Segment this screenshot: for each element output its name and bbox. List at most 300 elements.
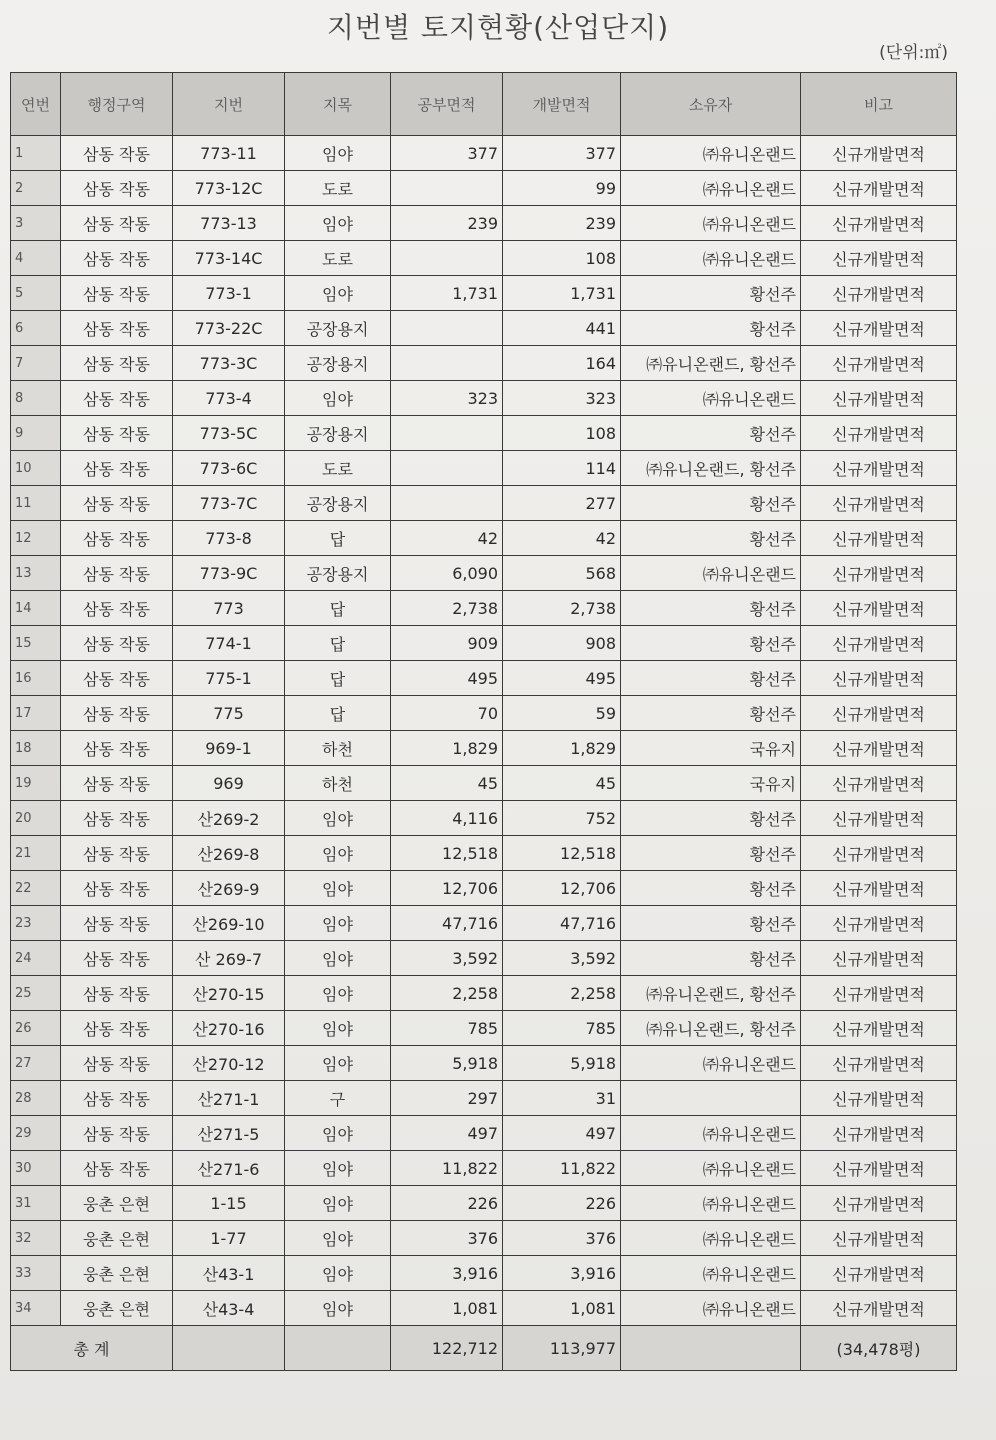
dev-area-cell: 12,518	[503, 836, 621, 871]
table-row	[11, 556, 957, 591]
owner-cell: 황선주	[621, 416, 801, 451]
row-no: 3	[11, 206, 61, 241]
note-cell: 신규개발면적	[801, 521, 957, 556]
note-cell: 신규개발면적	[801, 941, 957, 976]
category-cell: 공장용지	[285, 311, 391, 346]
district-cell: 삼동 작동	[61, 206, 173, 241]
table-row	[11, 801, 957, 836]
lot-cell: 773-4	[173, 381, 285, 416]
total-empty-lot	[173, 1326, 285, 1371]
category-cell: 임야	[285, 136, 391, 171]
row-no: 2	[11, 171, 61, 206]
owner-cell: ㈜유니온랜드	[621, 1151, 801, 1186]
registry-area-cell: 11,822	[391, 1151, 503, 1186]
registry-area-cell	[391, 171, 503, 206]
dev-area-cell: 376	[503, 1221, 621, 1256]
category-cell: 도로	[285, 241, 391, 276]
table-row	[11, 451, 957, 486]
dev-area-cell: 45	[503, 766, 621, 801]
registry-area-cell: 226	[391, 1186, 503, 1221]
header-dev-area: 개발면적	[503, 73, 621, 136]
registry-area-cell: 2,738	[391, 591, 503, 626]
registry-area-cell: 45	[391, 766, 503, 801]
district-cell: 삼동 작동	[61, 941, 173, 976]
table-row	[11, 731, 957, 766]
header-owner: 소유자	[621, 73, 801, 136]
dev-area-cell: 1,731	[503, 276, 621, 311]
lot-cell: 산269-2	[173, 801, 285, 836]
registry-area-cell	[391, 346, 503, 381]
row-no: 22	[11, 871, 61, 906]
category-cell: 하천	[285, 766, 391, 801]
table-header-row	[11, 73, 957, 136]
category-cell: 임야	[285, 976, 391, 1011]
note-cell: 신규개발면적	[801, 1291, 957, 1326]
dev-area-cell: 5,918	[503, 1046, 621, 1081]
owner-cell: ㈜유니온랜드	[621, 171, 801, 206]
row-no: 11	[11, 486, 61, 521]
table-row	[11, 1151, 957, 1186]
registry-area-cell	[391, 311, 503, 346]
dev-area-cell: 785	[503, 1011, 621, 1046]
row-no: 27	[11, 1046, 61, 1081]
note-cell: 신규개발면적	[801, 1046, 957, 1081]
dev-area-cell: 495	[503, 661, 621, 696]
district-cell: 삼동 작동	[61, 346, 173, 381]
lot-cell: 969-1	[173, 731, 285, 766]
row-no: 20	[11, 801, 61, 836]
owner-cell: ㈜유니온랜드, 황선주	[621, 451, 801, 486]
note-cell: 신규개발면적	[801, 1116, 957, 1151]
category-cell: 공장용지	[285, 346, 391, 381]
district-cell: 삼동 작동	[61, 906, 173, 941]
category-cell: 임야	[285, 1116, 391, 1151]
row-no: 21	[11, 836, 61, 871]
note-cell: 신규개발면적	[801, 241, 957, 276]
category-cell: 임야	[285, 941, 391, 976]
category-cell: 도로	[285, 171, 391, 206]
category-cell: 임야	[285, 381, 391, 416]
owner-cell: 황선주	[621, 871, 801, 906]
registry-area-cell	[391, 416, 503, 451]
dev-area-cell: 42	[503, 521, 621, 556]
table-row	[11, 696, 957, 731]
table-row	[11, 1186, 957, 1221]
note-cell: 신규개발면적	[801, 276, 957, 311]
owner-cell: 황선주	[621, 801, 801, 836]
owner-cell: 황선주	[621, 906, 801, 941]
dev-area-cell: 47,716	[503, 906, 621, 941]
registry-area-cell: 1,081	[391, 1291, 503, 1326]
owner-cell: 황선주	[621, 696, 801, 731]
district-cell: 삼동 작동	[61, 871, 173, 906]
dev-area-cell: 752	[503, 801, 621, 836]
lot-cell: 산269-9	[173, 871, 285, 906]
lot-cell: 773-22C	[173, 311, 285, 346]
table-row	[11, 381, 957, 416]
table-row	[11, 346, 957, 381]
dev-area-cell: 3,916	[503, 1256, 621, 1291]
total-empty-owner	[621, 1326, 801, 1371]
lot-cell: 774-1	[173, 626, 285, 661]
header-registry-area: 공부면적	[391, 73, 503, 136]
row-no: 30	[11, 1151, 61, 1186]
district-cell: 삼동 작동	[61, 1011, 173, 1046]
note-cell: 신규개발면적	[801, 1221, 957, 1256]
table-row	[11, 416, 957, 451]
note-cell: 신규개발면적	[801, 731, 957, 766]
owner-cell: 황선주	[621, 591, 801, 626]
table-row	[11, 1256, 957, 1291]
category-cell: 공장용지	[285, 556, 391, 591]
category-cell: 임야	[285, 1186, 391, 1221]
owner-cell: 황선주	[621, 486, 801, 521]
header-no: 연번	[11, 73, 61, 136]
row-no: 34	[11, 1291, 61, 1326]
table-row	[11, 871, 957, 906]
district-cell: 삼동 작동	[61, 1151, 173, 1186]
category-cell: 답	[285, 626, 391, 661]
unit-label: (단위:㎡)	[879, 43, 948, 63]
row-no: 13	[11, 556, 61, 591]
registry-area-cell: 70	[391, 696, 503, 731]
owner-cell: ㈜유니온랜드	[621, 1186, 801, 1221]
row-no: 23	[11, 906, 61, 941]
dev-area-cell: 31	[503, 1081, 621, 1116]
category-cell: 임야	[285, 836, 391, 871]
row-no: 16	[11, 661, 61, 696]
district-cell: 웅촌 은현	[61, 1186, 173, 1221]
registry-area-cell: 239	[391, 206, 503, 241]
table-row	[11, 136, 957, 171]
dev-area-cell: 2,258	[503, 976, 621, 1011]
row-no: 18	[11, 731, 61, 766]
table-row	[11, 276, 957, 311]
dev-area-cell: 99	[503, 171, 621, 206]
land-table	[10, 72, 957, 1371]
note-cell: 신규개발면적	[801, 486, 957, 521]
owner-cell: 황선주	[621, 521, 801, 556]
district-cell: 삼동 작동	[61, 836, 173, 871]
header-note: 비고	[801, 73, 957, 136]
table-row	[11, 311, 957, 346]
registry-area-cell	[391, 451, 503, 486]
category-cell: 답	[285, 521, 391, 556]
note-cell: 신규개발면적	[801, 696, 957, 731]
lot-cell: 773-6C	[173, 451, 285, 486]
registry-area-cell: 909	[391, 626, 503, 661]
registry-area-cell: 5,918	[391, 1046, 503, 1081]
district-cell: 삼동 작동	[61, 486, 173, 521]
district-cell: 삼동 작동	[61, 696, 173, 731]
dev-area-cell: 377	[503, 136, 621, 171]
owner-cell: ㈜유니온랜드	[621, 1116, 801, 1151]
owner-cell: 황선주	[621, 276, 801, 311]
category-cell: 임야	[285, 1046, 391, 1081]
total-note: (34,478평)	[801, 1326, 957, 1371]
district-cell: 삼동 작동	[61, 311, 173, 346]
registry-area-cell	[391, 241, 503, 276]
owner-cell: 국유지	[621, 731, 801, 766]
note-cell: 신규개발면적	[801, 1081, 957, 1116]
registry-area-cell: 12,706	[391, 871, 503, 906]
lot-cell: 773-13	[173, 206, 285, 241]
registry-area-cell: 12,518	[391, 836, 503, 871]
total-empty-category	[285, 1326, 391, 1371]
owner-cell: ㈜유니온랜드	[621, 381, 801, 416]
lot-cell: 산43-4	[173, 1291, 285, 1326]
note-cell: 신규개발면적	[801, 1011, 957, 1046]
dev-area-cell: 108	[503, 416, 621, 451]
dev-area-cell: 59	[503, 696, 621, 731]
category-cell: 임야	[285, 1221, 391, 1256]
total-row	[11, 1326, 957, 1371]
note-cell: 신규개발면적	[801, 556, 957, 591]
district-cell: 삼동 작동	[61, 591, 173, 626]
registry-area-cell: 42	[391, 521, 503, 556]
lot-cell: 773-8	[173, 521, 285, 556]
lot-cell: 산269-10	[173, 906, 285, 941]
note-cell: 신규개발면적	[801, 836, 957, 871]
note-cell: 신규개발면적	[801, 626, 957, 661]
row-no: 4	[11, 241, 61, 276]
district-cell: 삼동 작동	[61, 521, 173, 556]
category-cell: 임야	[285, 206, 391, 241]
dev-area-cell: 108	[503, 241, 621, 276]
category-cell: 구	[285, 1081, 391, 1116]
registry-area-cell: 785	[391, 1011, 503, 1046]
table-row	[11, 1046, 957, 1081]
row-no: 28	[11, 1081, 61, 1116]
table-row	[11, 521, 957, 556]
total-dev-area: 113,977	[503, 1326, 621, 1371]
dev-area-cell: 239	[503, 206, 621, 241]
lot-cell: 775-1	[173, 661, 285, 696]
row-no: 31	[11, 1186, 61, 1221]
category-cell: 임야	[285, 1291, 391, 1326]
note-cell: 신규개발면적	[801, 906, 957, 941]
registry-area-cell: 377	[391, 136, 503, 171]
note-cell: 신규개발면적	[801, 1186, 957, 1221]
table-row	[11, 591, 957, 626]
table-row	[11, 976, 957, 1011]
category-cell: 임야	[285, 1256, 391, 1291]
row-no: 7	[11, 346, 61, 381]
owner-cell: ㈜유니온랜드	[621, 556, 801, 591]
dev-area-cell: 3,592	[503, 941, 621, 976]
registry-area-cell: 2,258	[391, 976, 503, 1011]
table-row	[11, 836, 957, 871]
table-row	[11, 906, 957, 941]
lot-cell: 산 269-7	[173, 941, 285, 976]
registry-area-cell: 6,090	[391, 556, 503, 591]
owner-cell: ㈜유니온랜드	[621, 1291, 801, 1326]
owner-cell: ㈜유니온랜드	[621, 241, 801, 276]
dev-area-cell: 323	[503, 381, 621, 416]
dev-area-cell: 1,081	[503, 1291, 621, 1326]
registry-area-cell: 3,592	[391, 941, 503, 976]
district-cell: 삼동 작동	[61, 661, 173, 696]
owner-cell: 황선주	[621, 661, 801, 696]
category-cell: 임야	[285, 276, 391, 311]
district-cell: 삼동 작동	[61, 381, 173, 416]
owner-cell: ㈜유니온랜드, 황선주	[621, 1011, 801, 1046]
registry-area-cell: 323	[391, 381, 503, 416]
registry-area-cell	[391, 486, 503, 521]
row-no: 25	[11, 976, 61, 1011]
lot-cell: 773-1	[173, 276, 285, 311]
table-row	[11, 1221, 957, 1256]
registry-area-cell: 47,716	[391, 906, 503, 941]
row-no: 29	[11, 1116, 61, 1151]
owner-cell: ㈜유니온랜드, 황선주	[621, 346, 801, 381]
category-cell: 공장용지	[285, 486, 391, 521]
table-row	[11, 1081, 957, 1116]
lot-cell: 산271-5	[173, 1116, 285, 1151]
owner-cell: 국유지	[621, 766, 801, 801]
table-row	[11, 206, 957, 241]
note-cell: 신규개발면적	[801, 136, 957, 171]
total-label: 총 계	[11, 1326, 173, 1371]
row-no: 1	[11, 136, 61, 171]
lot-cell: 773	[173, 591, 285, 626]
dev-area-cell: 277	[503, 486, 621, 521]
owner-cell: 황선주	[621, 311, 801, 346]
note-cell: 신규개발면적	[801, 766, 957, 801]
row-no: 26	[11, 1011, 61, 1046]
row-no: 32	[11, 1221, 61, 1256]
district-cell: 삼동 작동	[61, 416, 173, 451]
header-district: 행정구역	[61, 73, 173, 136]
owner-cell	[621, 1081, 801, 1116]
district-cell: 삼동 작동	[61, 136, 173, 171]
dev-area-cell: 1,829	[503, 731, 621, 766]
owner-cell: ㈜유니온랜드	[621, 1046, 801, 1081]
category-cell: 답	[285, 591, 391, 626]
owner-cell: 황선주	[621, 836, 801, 871]
lot-cell: 산271-6	[173, 1151, 285, 1186]
owner-cell: ㈜유니온랜드	[621, 206, 801, 241]
note-cell: 신규개발면적	[801, 206, 957, 241]
note-cell: 신규개발면적	[801, 1256, 957, 1291]
note-cell: 신규개발면적	[801, 346, 957, 381]
dev-area-cell: 2,738	[503, 591, 621, 626]
note-cell: 신규개발면적	[801, 381, 957, 416]
lot-cell: 773-12C	[173, 171, 285, 206]
table-row	[11, 941, 957, 976]
row-no: 8	[11, 381, 61, 416]
table-row	[11, 171, 957, 206]
lot-cell: 773-5C	[173, 416, 285, 451]
owner-cell: 황선주	[621, 941, 801, 976]
category-cell: 임야	[285, 1151, 391, 1186]
lot-cell: 산271-1	[173, 1081, 285, 1116]
owner-cell: ㈜유니온랜드	[621, 1221, 801, 1256]
dev-area-cell: 11,822	[503, 1151, 621, 1186]
total-registry-area: 122,712	[391, 1326, 503, 1371]
owner-cell: ㈜유니온랜드	[621, 136, 801, 171]
note-cell: 신규개발면적	[801, 976, 957, 1011]
registry-area-cell: 1,829	[391, 731, 503, 766]
district-cell: 삼동 작동	[61, 451, 173, 486]
table-row	[11, 661, 957, 696]
note-cell: 신규개발면적	[801, 871, 957, 906]
registry-area-cell: 3,916	[391, 1256, 503, 1291]
district-cell: 삼동 작동	[61, 626, 173, 661]
lot-cell: 산270-16	[173, 1011, 285, 1046]
lot-cell: 산270-15	[173, 976, 285, 1011]
dev-area-cell: 226	[503, 1186, 621, 1221]
district-cell: 삼동 작동	[61, 556, 173, 591]
district-cell: 삼동 작동	[61, 976, 173, 1011]
table-row	[11, 766, 957, 801]
lot-cell: 산270-12	[173, 1046, 285, 1081]
row-no: 19	[11, 766, 61, 801]
district-cell: 웅촌 은현	[61, 1291, 173, 1326]
category-cell: 임야	[285, 1011, 391, 1046]
dev-area-cell: 164	[503, 346, 621, 381]
lot-cell: 773-14C	[173, 241, 285, 276]
district-cell: 웅촌 은현	[61, 1221, 173, 1256]
district-cell: 삼동 작동	[61, 1116, 173, 1151]
district-cell: 웅촌 은현	[61, 1256, 173, 1291]
dev-area-cell: 908	[503, 626, 621, 661]
registry-area-cell: 495	[391, 661, 503, 696]
lot-cell: 산269-8	[173, 836, 285, 871]
note-cell: 신규개발면적	[801, 1151, 957, 1186]
district-cell: 삼동 작동	[61, 1081, 173, 1116]
note-cell: 신규개발면적	[801, 311, 957, 346]
district-cell: 삼동 작동	[61, 171, 173, 206]
row-no: 14	[11, 591, 61, 626]
lot-cell: 969	[173, 766, 285, 801]
lot-cell: 775	[173, 696, 285, 731]
lot-cell: 773-9C	[173, 556, 285, 591]
lot-cell: 773-11	[173, 136, 285, 171]
row-no: 12	[11, 521, 61, 556]
dev-area-cell: 568	[503, 556, 621, 591]
table-row	[11, 626, 957, 661]
row-no: 17	[11, 696, 61, 731]
row-no: 10	[11, 451, 61, 486]
category-cell: 도로	[285, 451, 391, 486]
row-no: 5	[11, 276, 61, 311]
note-cell: 신규개발면적	[801, 591, 957, 626]
owner-cell: 황선주	[621, 626, 801, 661]
district-cell: 삼동 작동	[61, 276, 173, 311]
dev-area-cell: 114	[503, 451, 621, 486]
registry-area-cell: 4,116	[391, 801, 503, 836]
district-cell: 삼동 작동	[61, 766, 173, 801]
row-no: 15	[11, 626, 61, 661]
dev-area-cell: 441	[503, 311, 621, 346]
district-cell: 삼동 작동	[61, 731, 173, 766]
dev-area-cell: 497	[503, 1116, 621, 1151]
table-body	[11, 136, 957, 1326]
row-no: 24	[11, 941, 61, 976]
lot-cell: 산43-1	[173, 1256, 285, 1291]
category-cell: 답	[285, 696, 391, 731]
category-cell: 답	[285, 661, 391, 696]
owner-cell: ㈜유니온랜드, 황선주	[621, 976, 801, 1011]
lot-cell: 773-3C	[173, 346, 285, 381]
registry-area-cell: 497	[391, 1116, 503, 1151]
table-row	[11, 1011, 957, 1046]
row-no: 9	[11, 416, 61, 451]
lot-cell: 773-7C	[173, 486, 285, 521]
category-cell: 임야	[285, 906, 391, 941]
district-cell: 삼동 작동	[61, 241, 173, 276]
